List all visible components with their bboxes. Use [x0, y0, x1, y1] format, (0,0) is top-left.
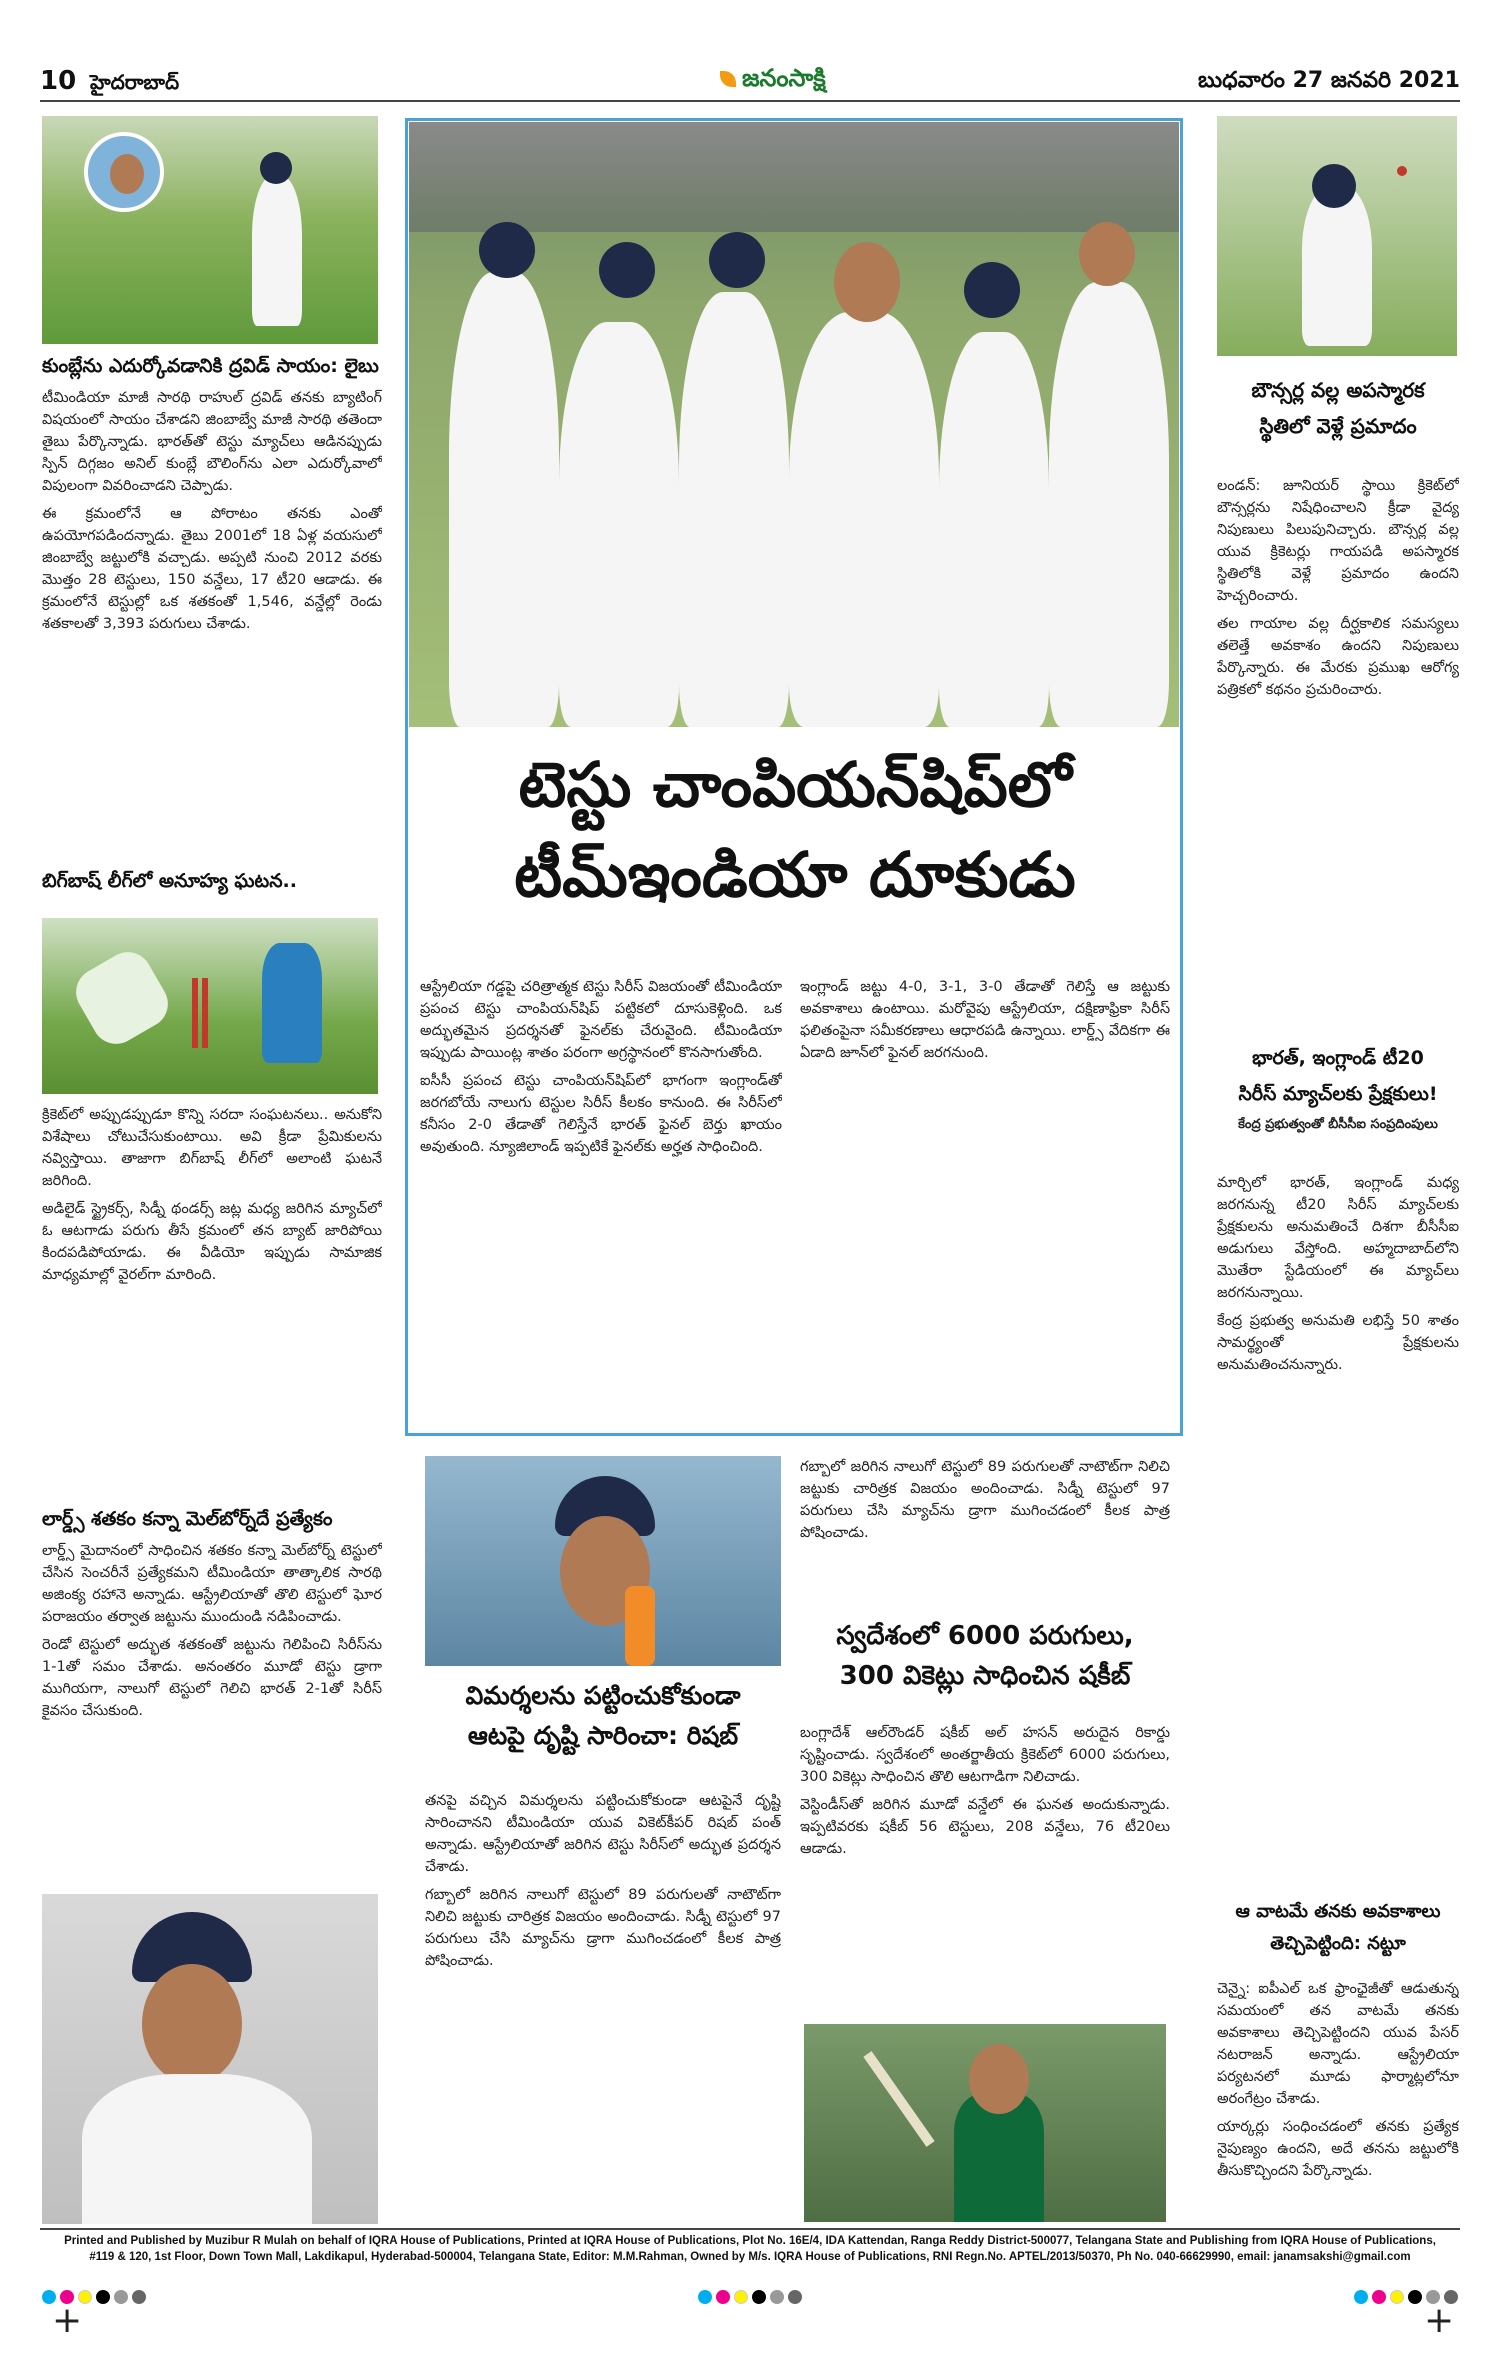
masthead-rule	[40, 100, 1460, 102]
color-registration-dot-icon	[788, 2290, 802, 2304]
paragraph: తనపై వచ్చిన విమర్శలను పట్టించుకోకుండా ఆటపైనే దృష్టి సారించానని టీమిండియా యువ వికెట్‌కీపర్ రిషబ్ పంత్ అన్నాడు. ఆస్ట్రేలియాతో జరిగిన టెస్టు సిరీస్‌లో అద్భుత ప్రదర్శన చేశాడు.	[425, 1793, 781, 1876]
paragraph: కేంద్ర ప్రభుత్వ అనుమతి లభిస్తే 50 శాతం సామర్థ్యంతో ప్రేక్షకులను అనుమతించనున్నారు.	[1217, 1313, 1459, 1374]
color-registration-dot-icon	[1390, 2290, 1404, 2304]
fielder-figure	[67, 943, 176, 1052]
captain-face	[834, 242, 900, 322]
paragraph: చెన్నై: ఐపీఎల్ ఒక ఫ్రాంఛైజీతో ఆడుతున్న సమయంలో తన వాటమే తనకు అవకాశాలు తెచ్చిపెట్టిందని యువ పేసర్ నటరాజన్ అన్నాడు. ఆస్ట్రేలియా పర్యటనలో మూడు ఫార్మాట్లలోనూ అరంగేట్రం చేశాడు.	[1217, 1981, 1459, 2108]
color-registration-dot-icon	[1372, 2290, 1386, 2304]
shakib-body-text	[800, 1722, 1170, 1860]
player-figure	[679, 292, 789, 727]
player-cap	[479, 222, 535, 278]
shakib-headline-line-2: 300 వికెట్లు సాధించిన షకీబ్	[839, 1661, 1131, 1692]
stumps	[202, 978, 208, 1048]
player-cap	[964, 262, 1020, 318]
rishabh-headline-line-1: విమర్శలను పట్టించుకోకుండా	[465, 1681, 741, 1710]
paragraph: యార్కర్లు సంధించడంలో తనకు ప్రత్యేక నైపుణ్యం ఉందని, అదే తనను జట్టులోకి తీసుకొచ్చిందని పేర్కొన్నాడు.	[1217, 2119, 1459, 2180]
paper-logo	[720, 64, 826, 98]
registration-strip	[40, 2289, 1460, 2303]
rishabh-headline	[425, 1676, 781, 1796]
left-story-2-head	[42, 870, 382, 920]
color-registration-dot-icon	[770, 2290, 784, 2304]
batsman-figure	[262, 943, 322, 1063]
right-story-3-headline-line-2: తెచ్చిపెట్టింది: నట్టూ	[1270, 1933, 1406, 1955]
player-figure	[789, 312, 939, 727]
footer-rule	[40, 2228, 1460, 2230]
paragraph: తల గాయాల వల్ల దీర్ఘకాలిక సమస్యలు తలెత్తే అవకాశం ఉందని నిపుణులు పేర్కొన్నారు. ఈ మేరకు ప్రముఖ ఆరోగ్య పత్రికలో కథనం ప్రచురించారు.	[1217, 616, 1459, 699]
color-registration-dot-icon	[698, 2290, 712, 2304]
color-registration-dot-icon	[132, 2290, 146, 2304]
right-story-3-body	[1217, 1978, 1459, 2222]
color-registration-dot-icon	[752, 2290, 766, 2304]
right-story-1-body	[1217, 475, 1459, 1030]
paragraph: ఈ క్రమంలోనే ఆ పోరాటం తనకు ఎంతో ఉపయోగపడిందన్నాడు. తైబు 2001లో 18 ఏళ్ల వయసులో జింబాబ్వే జట్టులోకి వచ్చాడు. అప్పటి నుంచి 2012 వరకు మొత్తం 28 టెస్టులు, 150 వన్డేలు, 17 టీ20 ఆడాడు. ఈ క్రమంలోనే టెస్టుల్లో ఒక శతకంతో 1,546, వన్డేల్లో రెండు శతకాలతో 3,393 పరుగులు చేశాడు.	[42, 505, 382, 633]
lead-headline	[420, 740, 1170, 970]
rishabh-headline-line-2: ఆటపై దృష్టి సారించా: రిషబ్	[467, 1721, 739, 1750]
right-story-1-headline	[1217, 372, 1459, 472]
player-face	[969, 2044, 1029, 2114]
shakib-headline	[800, 1616, 1170, 1716]
left-story-1-body	[42, 387, 382, 635]
right-story-2-subhead: కేంద్ర ప్రభుత్వంతో బీసీసీఐ సంప్రదింపులు	[1238, 1117, 1438, 1133]
left-story-2-body	[42, 1104, 382, 1286]
color-registration-dot-icon	[114, 2290, 128, 2304]
masthead	[40, 64, 1460, 98]
left-story-3	[42, 1508, 382, 1888]
left-story-2	[42, 1104, 382, 1496]
paragraph: రెండో టెస్టులో అద్భుత శతకంతో జట్టును గెలిపించి సిరీస్‌ను 1-1తో సమం చేశాడు. అనంతరం మూడో టెస్టు డ్రాగా ముగియగా, నాలుగో టెస్టులో గెలిచి భారత్ 2-1తో సిరీస్ కైవసం చేసుకుంది.	[42, 1636, 382, 1719]
leaf-icon	[720, 71, 736, 87]
right-story-3-body-text	[1217, 1978, 1459, 2182]
right-story-1-body-text	[1217, 475, 1459, 701]
registration-group-center	[696, 2287, 804, 2306]
stumps	[192, 978, 198, 1048]
batsman-figure	[1302, 186, 1372, 346]
shakib-photo	[804, 2024, 1166, 2222]
right-story-2-headline-line-1: భారత్, ఇంగ్లాండ్ టీ20	[1252, 1047, 1424, 1069]
player-face	[142, 1964, 242, 2084]
color-registration-dot-icon	[1408, 2290, 1422, 2304]
paragraph: అడిలైడ్ స్ట్రైకర్స్, సిడ్నీ థండర్స్ జట్ల మధ్య జరిగిన మ్యాచ్‌లో ఓ ఆటగాడు పరుగు తీసే క్రమంలో తన బ్యాట్ జారిపోయి కిందపడిపోయాడు. ఈ వీడియో ఇప్పుడు సామాజిక మాధ్యమాల్లో వైరల్‌గా మారింది.	[42, 1201, 382, 1284]
registration-crosshair-icon: +	[52, 2300, 83, 2341]
page-number: 10	[40, 66, 77, 96]
right-story-2-headline-line-2: సిరీస్ మ్యాచ్‌లకు ప్రేక్షకులు!	[1238, 1083, 1438, 1106]
paragraph: టీమిండియా మాజీ సారథి రాహుల్ ద్రవిడ్ తనకు బ్యాటింగ్ విషయంలో సాయం చేశాడని జింబాబ్వే మాజీ సారథి తతెందా తైబు పేర్కొన్నాడు. భారత్‌తో టెస్టు మ్యాచ్‌లు ఆడినప్పుడు స్పిన్ దిగ్గజం అనిల్ కుంబ్లే బౌలింగ్‌ను ఎలా ఎదుర్కోవాలో విపులంగా వివరించాడని చెప్పాడు.	[42, 389, 382, 494]
rishabh-body	[425, 1790, 781, 2222]
player-face	[1079, 222, 1135, 286]
paragraph: ఆస్ట్రేలియా గడ్డపై చరిత్రాత్మక టెస్టు సిరీస్ విజయంతో టీమిండియా ప్రపంచ టెస్టు చాంపియన్‌షిప్ పట్టికలో దూసుకెళ్లింది. ఒక అద్భుతమైన ప్రదర్శనతో ఫైనల్‌కు చేరువైంది. టీమిండియా ఇప్పుడు పాయింట్ల శాతం పరంగా అగ్రస్థానంలో కొనసాగుతోంది.	[420, 979, 782, 1062]
bouncer-photo	[1217, 116, 1457, 356]
rahane-photo	[42, 1894, 378, 2224]
raised-bat	[863, 2051, 934, 2147]
shakib-intro-text	[800, 1456, 1170, 1544]
lead-body-col-1	[420, 976, 782, 1428]
player-figure	[449, 272, 559, 727]
player-figure	[559, 322, 679, 727]
player-figure	[939, 332, 1049, 727]
paragraph: క్రికెట్‌లో అప్పుడప్పుడూ కొన్ని సరదా సంఘటనలు.. అనుకోని విశేషాలు చోటుచేసుకుంటాయి. అవి క్రీడా ప్రేమికులను నవ్విస్తాయి. తాజాగా బిగ్‌బాష్ లీగ్‌లో అలాంటి ఘటనే జరిగింది.	[42, 1107, 382, 1190]
registration-crosshair-icon: +	[1424, 2300, 1455, 2341]
left-story-2-headline: బిగ్‌బాష్ లీగ్‌లో అనూహ్య ఘటన..	[42, 870, 297, 892]
dravid-taibu-photo	[42, 116, 378, 344]
paragraph: లండన్: జూనియర్ స్థాయి క్రికెట్‌లో బౌన్సర్లను నిషేధించాలని క్రీడా వైద్య నిపుణులు పిలుపునిచ్చారు. బౌన్సర్ల వల్ల యువ క్రికెటర్లు గాయపడి అపస్మారక స్థితిలోకి వెళ్లే ప్రమాదం ఉందని హెచ్చరించారు.	[1217, 478, 1459, 605]
edition-date: బుధవారం 27 జనవరి 2021	[1198, 68, 1460, 93]
lead-body	[420, 976, 782, 1158]
right-story-3-headline	[1217, 1896, 1459, 1986]
color-registration-dot-icon	[734, 2290, 748, 2304]
paragraph: గబ్బాలో జరిగిన నాలుగో టెస్టులో 89 పరుగులతో నాటౌట్‌గా నిలిచి జట్టుకు చారిత్రక విజయం అందించాడు. సిడ్నీ టెస్టులో 97 పరుగులు చేసి మ్యాచ్‌ను డ్రాగా ముగించడంలో కీలక పాత్ర పోషించాడు.	[425, 1887, 781, 1970]
bat-handle	[625, 1586, 655, 1666]
paragraph: ఐసీసీ ప్రపంచ టెస్టు చాంపియన్‌షిప్‌లో భాగంగా ఇంగ్లాండ్‌తో జరగబోయే నాలుగు టెస్టుల సిరీస్ కీలకం కానుంది. ఈ సిరీస్‌లో కనీసం 2-0 తేడాతో గెలిస్తేనే భారత్ ఫైనల్ బెర్తు ఖాయం అవుతుంది. న్యూజిలాండ్ ఇప్పటికే ఫైనల్‌కు అర్హత సాధించింది.	[420, 1073, 782, 1156]
left-story-3-headline: లార్డ్స్ శతకం కన్నా మెల్‌బోర్న్‌దే ప్రత్యేకం	[42, 1508, 333, 1530]
color-registration-dot-icon	[1354, 2290, 1368, 2304]
inset-face	[110, 154, 144, 194]
player-jersey	[82, 2074, 312, 2224]
inset-portrait	[84, 132, 164, 212]
player-cap	[599, 242, 655, 298]
paragraph: లార్డ్స్ మైదానంలో సాధించిన శతకం కన్నా మెల్‌బోర్న్ టెస్టులో చేసిన సెంచరీనే ప్రత్యేకమని టీమిండియా తాత్కాలిక సారథి అజింక్య రహానె అన్నాడు. ఆస్ట్రేలియాతో తొలి టెస్టులో ఘోర పరాజయం తర్వాత జట్టును ముందుండి నడిపించాడు.	[42, 1542, 382, 1625]
imprint-line-1: Printed and Published by Muzibur R Mulah on behalf of IQRA House of Publications, Printed at IQRA House of Publications, Plot No. 16E/4, IDA Kattendan, Ranga Reddy District-500077, Telangana State and Publishing from IQRA House of Publications,	[64, 2235, 1436, 2247]
imprint-line	[40, 2234, 1460, 2265]
lead-body-continued	[800, 976, 1170, 1064]
batsman-figure	[252, 176, 302, 326]
batsman-helmet	[260, 152, 292, 184]
lead-body-col-2	[800, 976, 1170, 1428]
right-story-1-headline-line-1: బౌన్సర్ల వల్ల అపస్మారక	[1251, 378, 1425, 402]
paper-name: జనంసాక్షి	[742, 64, 826, 92]
left-story-1	[42, 355, 382, 900]
shakib-body	[800, 1722, 1170, 2014]
ball	[1397, 166, 1407, 176]
paragraph: ఇంగ్లాండ్ జట్టు 4-0, 3-1, 3-0 తేడాతో గెలిస్తే ఆ జట్టుకు అవకాశాలు ఉంటాయి. మరోవైపు ఆస్ట్రేలియా, దక్షిణాఫ్రికా సిరీస్ ఫలితంపైనా సమీకరణాలు ఆధారపడి ఉన్నాయి. లార్డ్స్ వేదికగా ఈ ఏడాది జూన్‌లో ఫైనల్ జరగనుంది.	[800, 979, 1170, 1062]
paragraph: మార్చిలో భారత్, ఇంగ్లాండ్ మధ్య జరగనున్న టీ20 సిరీస్ మ్యాచ్‌లకు ప్రేక్షకులను అనుమతించే దిశగా బీసీసీఐ అడుగులు వేస్తోంది. అహ్మదాబాద్‌లోని మొతేరా స్టేడియంలో ఈ మ్యాచ్‌లు జరగనున్నాయి.	[1217, 1175, 1459, 1302]
left-story-3-body	[42, 1540, 382, 1722]
paragraph: వెస్టిండీస్‌తో జరిగిన మూడో వన్డేలో ఈ ఘనత అందుకున్నాడు. ఇప్పటివరకు షకీబ్ 56 టెస్టులు, 208 వన్డేలు, 76 టీ20లు ఆడాడు.	[800, 1797, 1170, 1858]
right-story-2-body	[1217, 1172, 1459, 1884]
imprint-line-2: #119 & 120, 1st Floor, Down Town Mall, Lakdikapul, Hyderabad-500004, Telangana State, Editor: M.M.Rahman, Owned by M/s. IQRA House of Publications, RNI Regn.No. APTEL/2013/50370, Ph No. 040-66629990, email: janamsakshi@gmail.com	[89, 2250, 1411, 2263]
color-registration-dot-icon	[96, 2290, 110, 2304]
rishabh-photo	[425, 1456, 781, 1666]
shakib-headline-line-1: స్వదేశంలో 6000 పరుగులు,	[836, 1621, 1134, 1651]
right-story-2-body-text	[1217, 1172, 1459, 1376]
team-india-photo	[409, 122, 1179, 727]
bigbash-photo	[42, 918, 378, 1094]
left-story-1-headline: కుంబ్లేను ఎదుర్కోవడానికి ద్రవిడ్ సాయం: లైబు	[42, 355, 379, 377]
batsman-helmet	[1312, 164, 1356, 208]
edition-city: హైదరాబాద్	[90, 70, 180, 94]
color-registration-dot-icon	[716, 2290, 730, 2304]
rishabh-body-text	[425, 1790, 781, 1972]
lead-headline-line-1: టెస్టు చాంపియన్‌షిప్‌లో	[518, 748, 1072, 821]
paragraph: గబ్బాలో జరిగిన నాలుగో టెస్టులో 89 పరుగులతో నాటౌట్‌గా నిలిచి జట్టుకు చారిత్రక విజయం అందించాడు. సిడ్నీ టెస్టులో 97 పరుగులు చేసి మ్యాచ్‌ను డ్రాగా ముగించడంలో కీలక పాత్ర పోషించాడు.	[800, 1459, 1170, 1542]
right-story-1-headline-line-2: స్థితిలో వెళ్లే ప్రమాదం	[1259, 414, 1417, 438]
right-story-3-headline-line-1: ఆ వాటమే తనకు అవకాశాలు	[1235, 1901, 1441, 1922]
color-registration-bar	[40, 2286, 1460, 2306]
paragraph: బంగ్లాదేశ్ ఆల్‌రౌండర్ షకీబ్ అల్ హసన్ అరుదైన రికార్డు సృష్టించాడు. స్వదేశంలో అంతర్జాతీయ క్రికెట్‌లో 6000 పరుగులు, 300 వికెట్లు సాధించిన తొలి ఆటగాడిగా నిలిచాడు.	[800, 1725, 1170, 1786]
crowd-stand	[409, 122, 1179, 232]
player-cap	[709, 232, 765, 288]
player-figure	[1049, 282, 1169, 727]
right-story-2-headline	[1217, 1040, 1459, 1170]
lead-headline-line-2: టీమ్‌ఇండియా దూకుడు	[514, 837, 1076, 911]
shakib-intro	[800, 1456, 1170, 1606]
